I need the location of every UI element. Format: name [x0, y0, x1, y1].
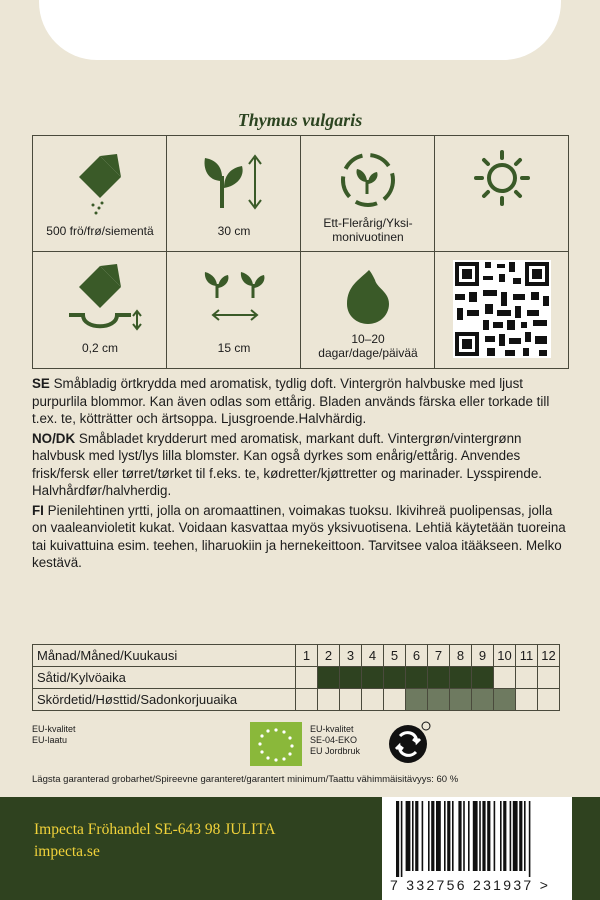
- barcode-bar: [458, 801, 461, 871]
- month-header: 6: [406, 645, 428, 667]
- seed-packet-icon: [33, 136, 167, 226]
- barcode-bar: [510, 801, 512, 871]
- germination-cell: [301, 252, 435, 368]
- qr-code[interactable]: [435, 252, 569, 368]
- plant-height-icon: [167, 136, 301, 226]
- height-label: 30 cm: [217, 224, 251, 238]
- month-header: 12: [538, 645, 560, 667]
- month-header: 3: [340, 645, 362, 667]
- green-dot-recycling-icon: [386, 720, 432, 766]
- barcode-bar: [431, 801, 434, 871]
- sowing-row-label: Såtid/Kylvöaika: [33, 667, 296, 689]
- sowing-row: [33, 667, 560, 689]
- month-header: 1: [296, 645, 318, 667]
- barcode-bar: [529, 801, 531, 877]
- harvest-row-month-cell: [494, 689, 516, 711]
- sowing-row-month-cell: [406, 667, 428, 689]
- barcode-bar: [412, 801, 414, 871]
- harvest-row-month-cell: [406, 689, 428, 711]
- lang-tag-se: SE: [32, 376, 50, 391]
- desc-fi-text: Pienilehtinen yrtti, jolla on aromaattinen, voimakas tuoksu. Ikivihreä puolipensas, jolla on vaaleanvioletit kukat. Voidaan kasvattaa myös yksivuotisena. Lehtiä käytetään tuoreina tai kuivattuina esim. teehen, liharuokiin ja hernekeittoon. Tarvitsee valoa itääkseen. Melko kestävä.: [32, 502, 566, 570]
- sowing-row-month-cell: [450, 667, 472, 689]
- description: [32, 375, 570, 574]
- harvest-row-month-cell: [384, 689, 406, 711]
- sowing-row-month-cell: [472, 667, 494, 689]
- barcode-bar: [494, 801, 496, 871]
- month-header: 9: [472, 645, 494, 667]
- harvest-row-month-cell: [538, 689, 560, 711]
- plant-spacing-icon: [167, 252, 301, 342]
- barcode-bar: [479, 801, 481, 871]
- company-address: Impecta Fröhandel SE-643 98 JULITA: [34, 821, 276, 838]
- month-header: 8: [450, 645, 472, 667]
- desc-se: [32, 375, 570, 428]
- germination-unit: dagar/dage/päivää: [318, 346, 418, 360]
- month-header: 4: [362, 645, 384, 667]
- eu-organic-leaf-logo: [250, 722, 302, 766]
- harvest-row-month-cell: [428, 689, 450, 711]
- barcode-bars: [382, 797, 572, 877]
- harvest-row-month-cell: [362, 689, 384, 711]
- barcode-bar: [513, 801, 518, 871]
- calendar-header-row-label: Månad/Måned/Kuukausi: [33, 645, 296, 667]
- sowing-depth-cell: [33, 252, 167, 368]
- harvest-row-month-cell: [318, 689, 340, 711]
- sowing-row-month-cell: [318, 667, 340, 689]
- sowing-row-month-cell: [428, 667, 450, 689]
- sowing-row-month-cell: [362, 667, 384, 689]
- barcode-bar: [444, 801, 446, 871]
- barcode-bar: [503, 801, 506, 871]
- sowing-depth-icon: [33, 252, 167, 342]
- species-name: Thymus vulgaris: [237, 110, 363, 130]
- lang-tag-no: NO/DK: [32, 430, 76, 446]
- month-header: 5: [384, 645, 406, 667]
- barcode-bar: [406, 801, 411, 871]
- barcode-bar: [422, 801, 424, 871]
- desc-no-text: Småbladet krydderurt med aromatisk, markant duft. Vintergrøn/vintergrønn halvbusk med lyst/lys lilla blomster. Kan også dyrkes som enårig/ettårig. Anvendes frisk/fersk eller tørret/tørket til f.eks. te, kødretter/kjøttretter og marinader. Lysspirende. Halvhårdfør/halvherdig.: [32, 430, 542, 498]
- harvest-row-month-cell: [340, 689, 362, 711]
- lifecycle-label-2: monivuotinen: [332, 230, 404, 244]
- company-website-link[interactable]: impecta.se: [34, 843, 100, 860]
- germination-guarantee: Lägsta garanterad grobarhet/Spireevne garanteret/garantert minimum/Taattu vähimmäisitävyys: 60 %: [32, 774, 459, 785]
- sowing-row-month-cell: [538, 667, 560, 689]
- barcode-bar: [452, 801, 454, 871]
- sowing-row-month-cell: [384, 667, 406, 689]
- sowing-row-month-cell: [340, 667, 362, 689]
- barcode-bar: [524, 801, 526, 871]
- ean-barcode: [382, 797, 572, 900]
- barcode-number: 7 332756 231937 >: [390, 877, 551, 893]
- desc-fi: [32, 502, 570, 572]
- lifecycle-cell: [301, 136, 435, 252]
- seed-count-cell: [33, 136, 167, 252]
- harvest-row-month-cell: [296, 689, 318, 711]
- barcode-bar: [519, 801, 522, 871]
- sowing-depth-label: 0,2 cm: [81, 341, 118, 355]
- barcode-bar: [436, 801, 441, 871]
- sowing-row-month-cell: [494, 667, 516, 689]
- barcode-bar: [482, 801, 485, 871]
- harvest-row-month-cell: [472, 689, 494, 711]
- sun-cell: [435, 136, 569, 252]
- barcode-bar: [487, 801, 490, 871]
- qr-cell: [435, 252, 569, 368]
- month-header: 2: [318, 645, 340, 667]
- harvest-row: [33, 689, 560, 711]
- eu-quality-left-2: EU-laatu: [32, 735, 68, 745]
- lang-tag-fi: FI: [32, 502, 44, 518]
- barcode-bar: [468, 801, 470, 871]
- barcode-bar: [401, 801, 403, 877]
- desc-se-text: Småbladig örtkrydda med aromatisk, tydlig doft. Vintergrön halvbuske med ljust purpurlila blommor. Kan även odlas som ettårig. Bladen används färska eller torkade till t.ex. te, kötträtter och ärtsoppa. Ljusgroende.Halvhärdig.: [32, 376, 550, 426]
- desc-no: [32, 430, 570, 500]
- sowing-calendar: [32, 644, 560, 711]
- barcode-bar: [473, 801, 478, 871]
- eu-quality-right-3: EU Jordbruk: [310, 746, 361, 756]
- eu-quality-right-2: SE-04-EKO: [310, 735, 358, 745]
- info-grid: [32, 135, 569, 369]
- sowing-row-month-cell: [296, 667, 318, 689]
- barcode-bar: [396, 801, 399, 877]
- harvest-row-month-cell: [516, 689, 538, 711]
- eu-quality-left-1: EU-kvalitet: [32, 724, 76, 734]
- month-header: 10: [494, 645, 516, 667]
- seed-count-label: 500 frö/frø/siementä: [46, 224, 154, 238]
- seed-germination-icon: [301, 252, 435, 342]
- barcode-bar: [428, 801, 430, 871]
- germination-days: 10–20: [351, 332, 385, 346]
- month-header: 11: [516, 645, 538, 667]
- barcode-bar: [463, 801, 465, 871]
- hang-tab-cutout: [39, 0, 561, 60]
- lifecycle-label-1: Ett-Flerårig/Yksi-: [323, 216, 413, 230]
- barcode-bar: [447, 801, 450, 871]
- height-cell: [167, 136, 301, 252]
- barcode-bar: [415, 801, 418, 871]
- harvest-row-label: Skördetid/Høsttid/Sadonkorjuuaika: [33, 689, 296, 711]
- sowing-row-month-cell: [516, 667, 538, 689]
- eu-quality-right-1: EU-kvalitet: [310, 724, 354, 734]
- barcode-bar: [500, 801, 502, 871]
- spacing-label: 15 cm: [217, 341, 251, 355]
- full-sun-icon: [435, 136, 569, 226]
- month-header: 7: [428, 645, 450, 667]
- harvest-row-month-cell: [450, 689, 472, 711]
- perennial-cycle-icon: [301, 136, 435, 226]
- calendar-header-row: [33, 645, 560, 667]
- spacing-cell: [167, 252, 301, 368]
